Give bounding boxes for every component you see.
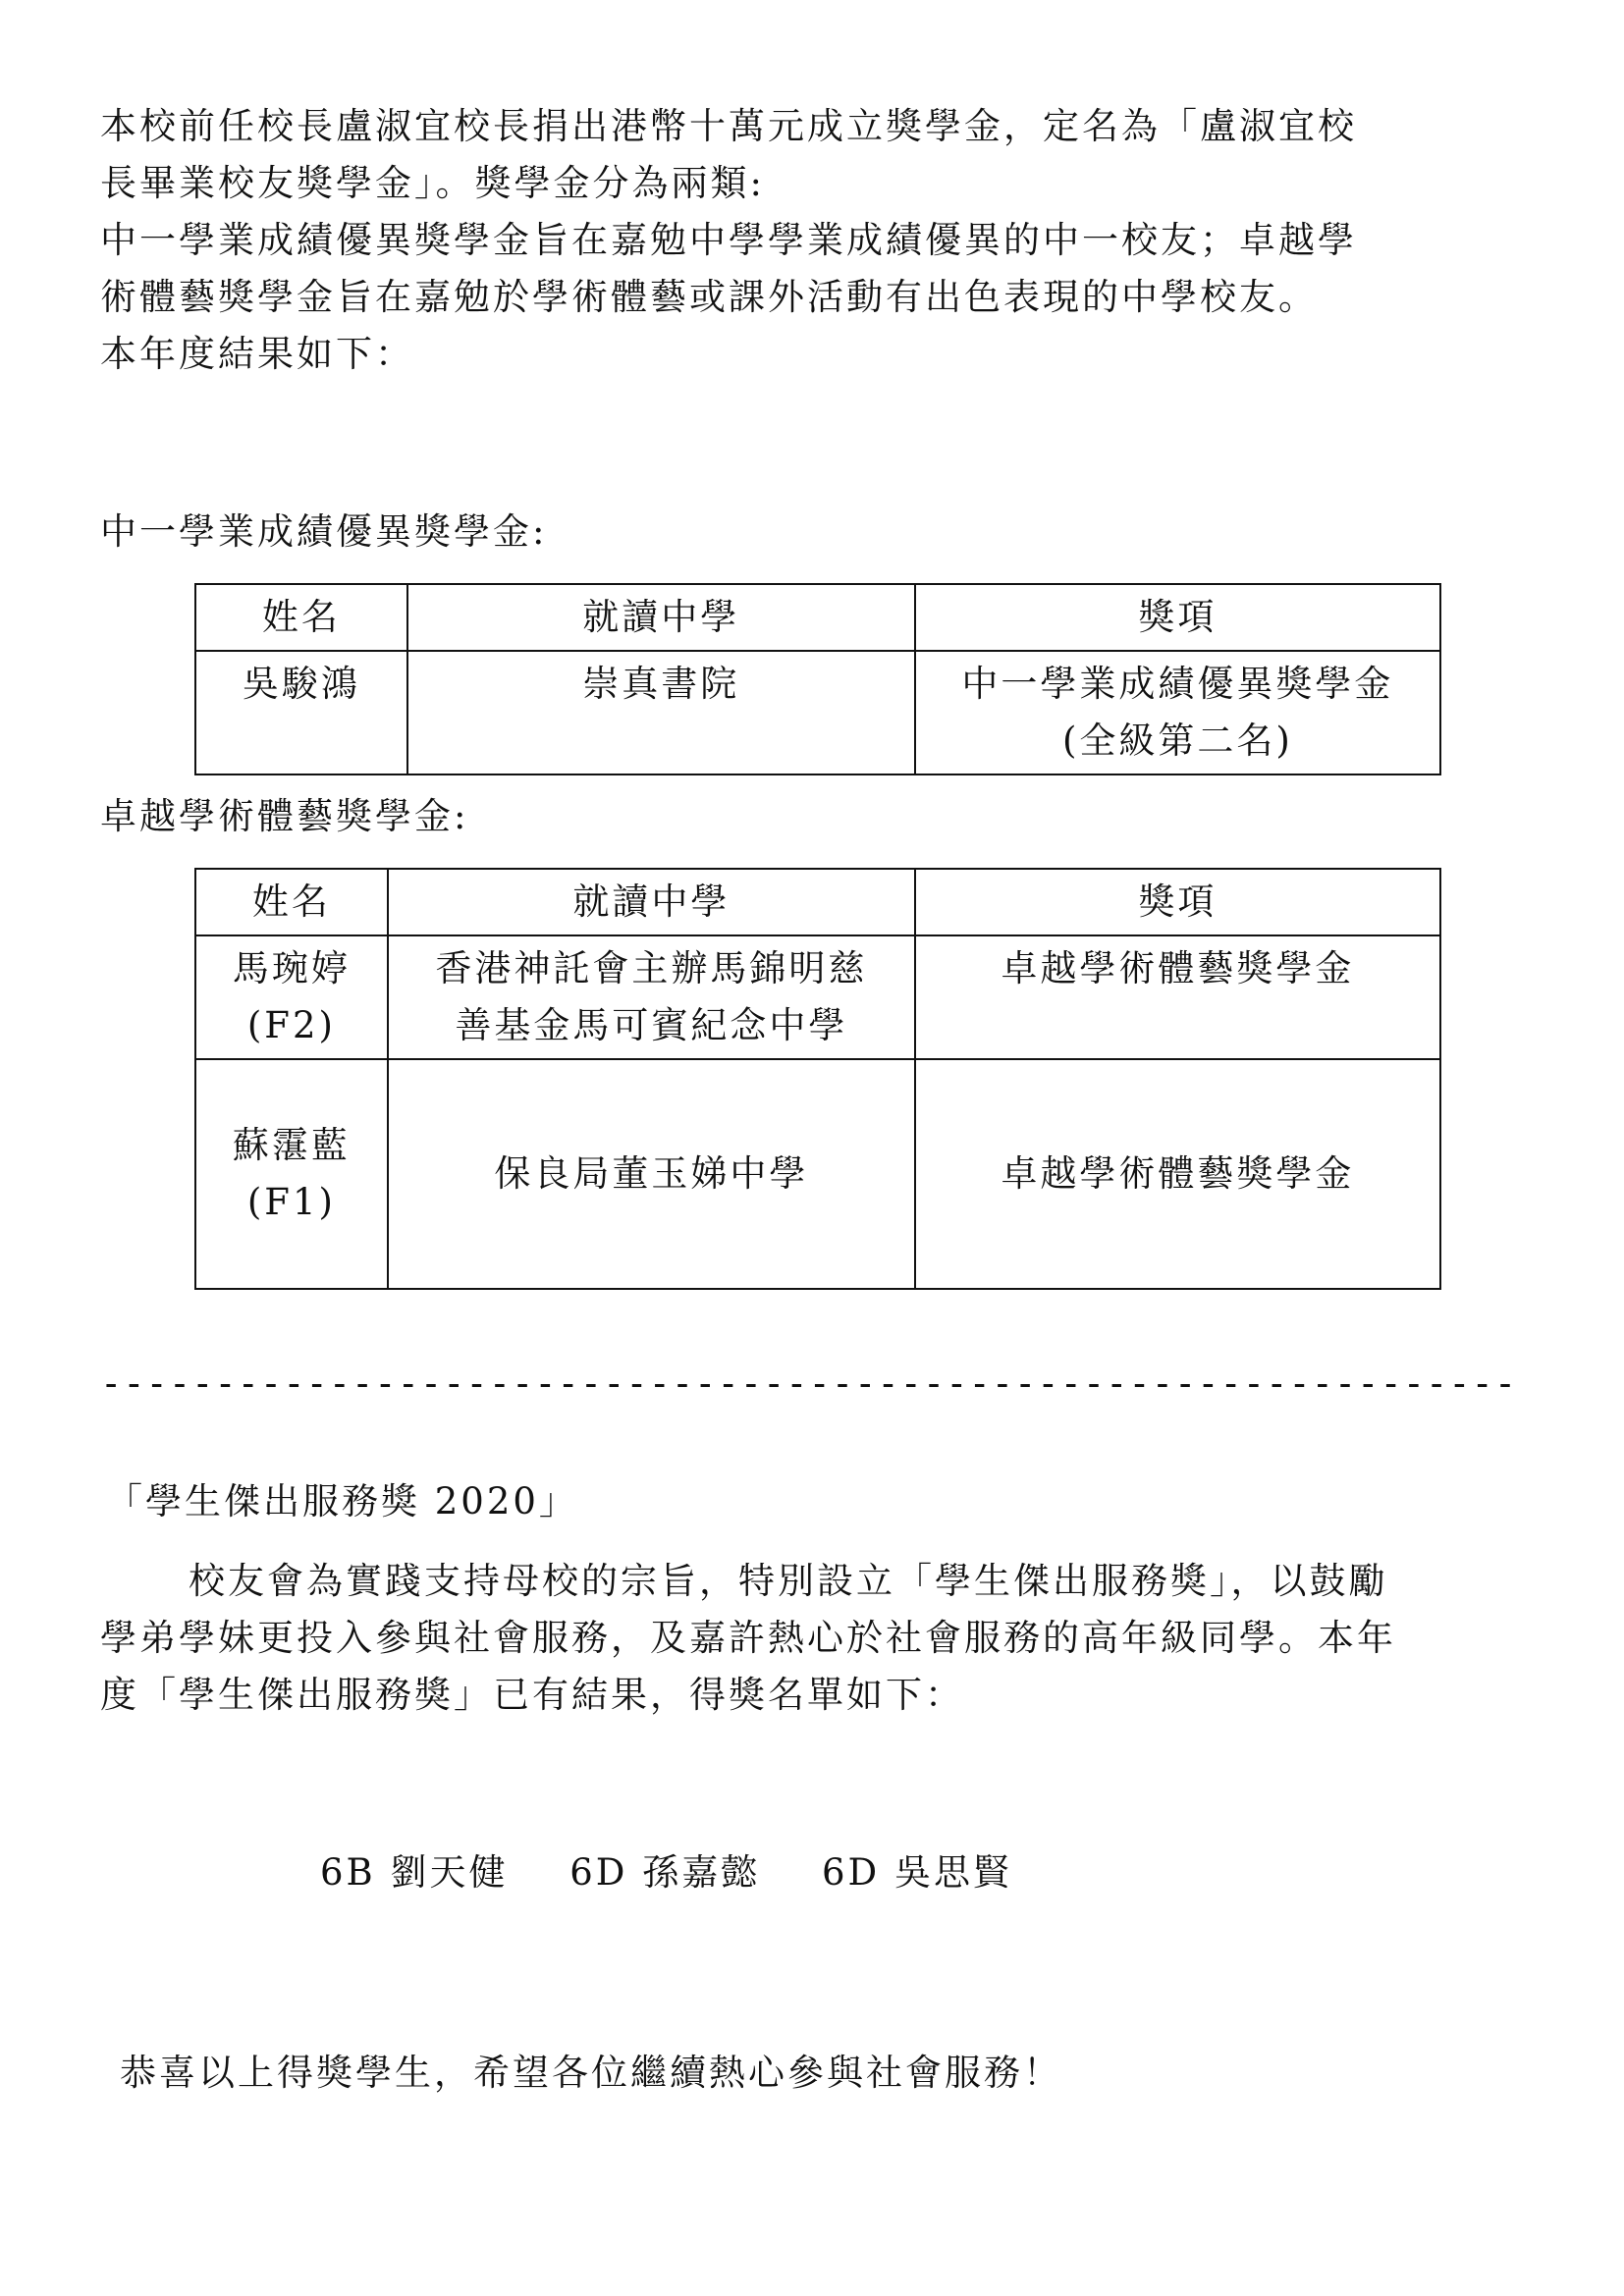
winner-name: 6D 孫嘉懿: [569, 1851, 761, 1894]
section2-heading: 卓越學術體藝獎學金:: [100, 795, 469, 837]
intro-line: 本年度結果如下：: [100, 333, 414, 375]
section3-title: 「學生傑出服務獎 2020」: [106, 1480, 578, 1522]
section1-heading: 中一學業成績優異獎學金:: [100, 510, 548, 553]
intro-line: 中一學業成績優異獎學金旨在嘉勉中學學業成績優異的中一校友；卓越學: [100, 219, 1357, 261]
award-rank: (全級第二名): [1061, 720, 1293, 762]
closing-message: 恭喜以上得獎學生，希望各位繼續熱心參與社會服務！: [120, 2052, 1062, 2094]
table-header-row: [195, 869, 1440, 935]
intro-line: 長畢業校友獎學金」。獎學金分為兩類:: [100, 162, 765, 204]
table-row: [195, 651, 1440, 774]
cell-school: 保良局董玉娣中學: [388, 1059, 915, 1289]
cell-name: 吳駿鴻: [195, 651, 407, 774]
section2-table: [194, 868, 1441, 1290]
school-line: 善基金馬可賓紀念中學: [455, 1004, 848, 1046]
paragraph-line: 校友會為實踐支持母校的宗旨，特別設立「學生傑出服務獎」，以鼓勵: [189, 1560, 1388, 1602]
header-school: 就讀中學: [407, 584, 915, 651]
winner-name: 6D 吳思賢: [822, 1851, 1012, 1894]
student-name: 馬琬婷: [232, 947, 351, 989]
student-grade: (F2): [246, 1004, 336, 1046]
cell-award: 卓越學術體藝獎學金: [915, 1059, 1440, 1289]
cell-award: 卓越學術體藝獎學金: [915, 935, 1440, 1059]
school-line: 香港神託會主辦馬錦明慈: [435, 947, 868, 989]
header-award: 獎項: [915, 869, 1440, 935]
header-school: 就讀中學: [388, 869, 915, 935]
student-name: 蘇霮藍: [232, 1124, 351, 1166]
table-header-row: [195, 584, 1440, 651]
intro-paragraph: [100, 98, 1357, 383]
cell-school: 崇真書院: [407, 651, 915, 774]
winner-name: 6B 劉天健: [320, 1851, 509, 1894]
intro-line: 本校前任校長盧淑宜校長捐出港幣十萬元成立獎學金，定名為「盧淑宜校: [100, 105, 1357, 147]
intro-line: 術體藝獎學金旨在嘉勉於學術體藝或課外活動有出色表現的中學校友。: [100, 276, 1318, 318]
section1-table: [194, 583, 1441, 775]
header-name: 姓名: [195, 869, 388, 935]
award-line: 中一學業成績優異獎學金: [961, 663, 1394, 705]
paragraph-line: 學弟學妹更投入參與社會服務，及嘉許熱心於社會服務的高年級同學。本年: [100, 1617, 1396, 1659]
section-divider: --------------------------------------------------------------: [100, 1362, 1518, 1405]
winners-list: [320, 1851, 1059, 1895]
table-row: [195, 935, 1440, 1059]
table-row: [195, 1059, 1440, 1289]
cell-name: [195, 1059, 388, 1289]
header-name: 姓名: [195, 584, 407, 651]
cell-name: [195, 935, 388, 1059]
section3-paragraph: [100, 1553, 1396, 1724]
cell-school: [388, 935, 915, 1059]
cell-award: [915, 651, 1440, 774]
header-award: 獎項: [915, 584, 1440, 651]
student-grade: (F1): [246, 1181, 336, 1223]
paragraph-line: 度「學生傑出服務獎」已有結果，得獎名單如下：: [100, 1674, 964, 1716]
